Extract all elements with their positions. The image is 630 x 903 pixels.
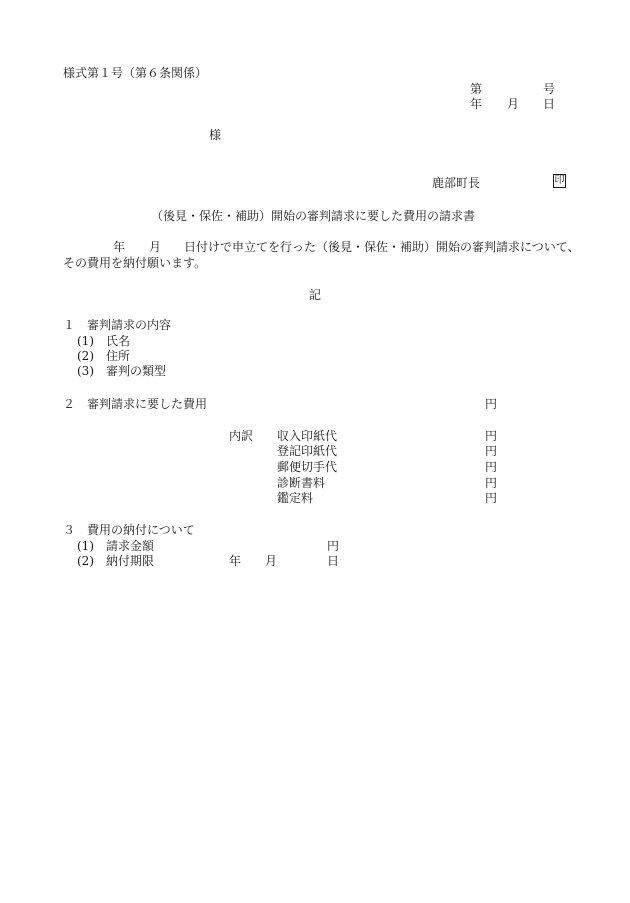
issuer-name: 鹿部町長 (432, 176, 481, 190)
date-day-label: 日 (543, 97, 556, 111)
document-title: （後見・保佐・補助）開始の審判請求に要した費用の請求書 (151, 209, 476, 223)
section1-heading: １ 審判請求の内容 (63, 318, 172, 332)
section1-item-label: 審判の類型 (106, 364, 167, 378)
deadline-day-label: 日 (327, 554, 340, 568)
breakdown-item-unit: 円 (485, 444, 498, 458)
breakdown-item-unit: 円 (485, 429, 498, 443)
section1-item-num: (3) (77, 364, 94, 378)
section1-item-label: 氏名 (106, 334, 131, 348)
breakdown-item-unit: 円 (485, 491, 498, 505)
body-text-line2: その費用を納付願います。 (63, 256, 207, 270)
section1-item-num: (1) (77, 334, 94, 348)
document-number-suffix: 号 (543, 82, 556, 96)
date-year-label: 年 (470, 97, 483, 111)
breakdown-label: 内訳 (229, 429, 254, 443)
document-number-prefix: 第 (470, 82, 483, 96)
body-month-label: 月 (149, 240, 162, 254)
body-year-label: 年 (113, 240, 126, 254)
section3-item-label: 請求金額 (106, 539, 155, 553)
ki-label: 記 (309, 288, 322, 302)
breakdown-item-unit: 円 (485, 476, 498, 490)
breakdown-item-unit: 円 (485, 460, 498, 474)
section3-heading: ３ 費用の納付について (63, 523, 195, 537)
breakdown-item-label: 鑑定料 (277, 491, 314, 505)
breakdown-item-label: 収入印紙代 (277, 429, 338, 443)
section1-item-label: 住所 (106, 349, 131, 363)
deadline-month-label: 月 (265, 554, 278, 568)
breakdown-item-label: 郵便切手代 (277, 460, 338, 474)
breakdown-item-label: 登記印紙代 (277, 444, 338, 458)
date-month-label: 月 (507, 97, 520, 111)
body-text-line1: 日付けで申立てを行った（後見・保佐・補助）開始の審判請求について、 (184, 240, 580, 254)
addressee-suffix: 様 (209, 128, 222, 142)
section2-heading: ２ 審判請求に要した費用 (63, 397, 208, 411)
section3-item-num: (2) (77, 554, 94, 568)
section2-total-unit: 円 (485, 397, 498, 411)
section3-item-label: 納付期限 (106, 554, 155, 568)
request-amount-unit: 円 (327, 539, 340, 553)
section3-item-num: (1) (77, 539, 94, 553)
breakdown-item-label: 診断書料 (277, 476, 326, 490)
deadline-year-label: 年 (229, 554, 242, 568)
form-label: 様式第１号（第６条関係） (63, 66, 208, 80)
seal-mark: 印 (554, 175, 565, 186)
section1-item-num: (2) (77, 349, 94, 363)
